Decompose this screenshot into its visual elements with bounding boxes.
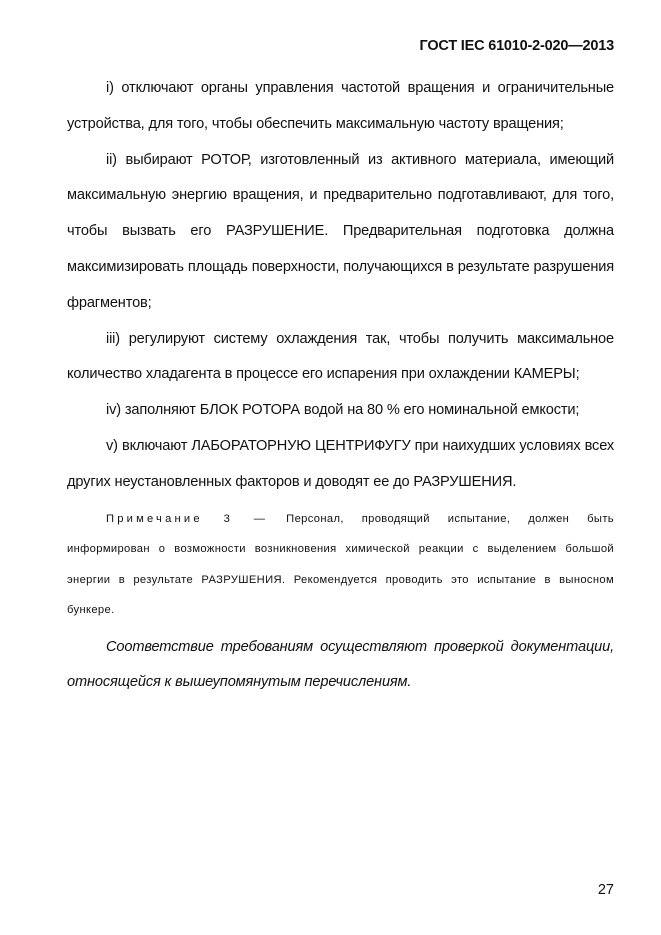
note-3 <box>67 504 614 626</box>
document-body <box>67 71 614 701</box>
list-item-ii: ii) выбирают РОТОР, изготовленный из активного материала, имеющий максимальную энергию вращения, и предварительно подготавливают, для того, чтобы вызвать его РАЗРУШЕНИЕ. Предварительная подготовка должна максимизировать площадь поверхности, получающихся в результате разрушения фрагментов; <box>67 151 614 311</box>
note-label: Примечание 3 — <box>106 512 269 525</box>
list-item-v: v) включают ЛАБОРАТОРНУЮ ЦЕНТРИФУГУ при наихудших условиях всех других неустановленных факторов и доводят ее до РАЗРУШЕНИЯ. <box>67 437 614 490</box>
list-item-i: i) отключают органы управления частотой вращения и ограничительные устройства, для того, чтобы обеспечить максимальную частоту вращения; <box>67 80 614 132</box>
list-item-iii: iii) регулируют систему охлаждения так, чтобы получить максимальное количество хладагента в процессе его испарения при охлаждении КАМЕРЫ; <box>67 330 614 383</box>
page-number: 27 <box>597 882 614 898</box>
compliance-statement: Соответствие требованиям осуществляют проверкой документации, относящейся к вышеупомянутым перечислениям. <box>67 638 614 691</box>
note-text: Персонал, проводящий испытание, должен быть информирован о возможности возникновения химической реакции с выделением большой энергии в результате РАЗРУШЕНИЯ. Рекомендуется проводить это испытание в выносном бункере. <box>67 512 614 617</box>
list-item-iv: iv) заполняют БЛОК РОТОРА водой на 80 % его номинальной емкости; <box>106 402 580 419</box>
document-code-header: ГОСТ IEC 61010-2-020—2013 <box>419 38 614 54</box>
